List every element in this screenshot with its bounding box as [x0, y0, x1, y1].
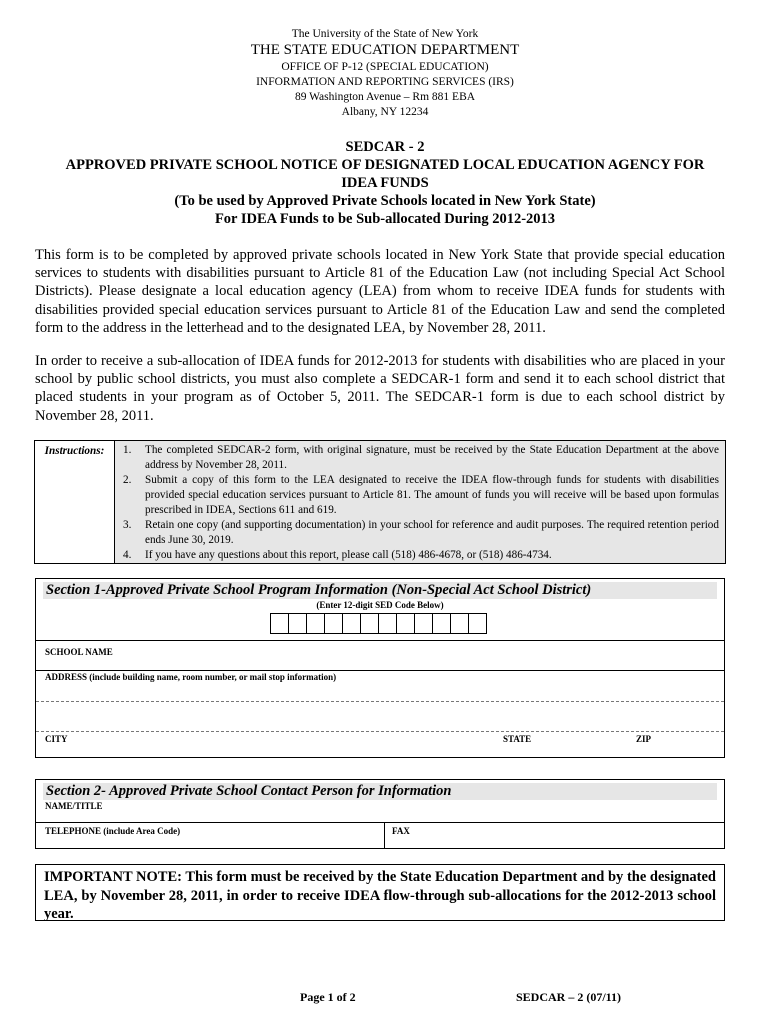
instructions-box: [34, 440, 726, 564]
city-field[interactable]: CITY: [45, 734, 68, 744]
intro-paragraph-1: This form is to be completed by approved private schools located in New York State that provide special education services to students with disabilities pursuant to Article 81 of the Education Law (not including Special Act School Districts). Please designate a local education agency (LEA) from whom to receive IDEA funds for students with disabilities provided special education services pursuant to Article 81 of the Education Law and send the completed form to the address in the letterhead and to the designated LEA, by November 28, 2011.: [35, 247, 725, 336]
instruction-item: 1. The completed SEDCAR-2 form, with original signature, must be received by the State Education Department at the above address by November 28, 2011.: [123, 444, 719, 471]
title-line-3: (To be used by Approved Private Schools located in New York State): [174, 193, 596, 209]
telephone-field[interactable]: TELEPHONE (include Area Code): [45, 826, 181, 836]
letterhead-irs: INFORMATION AND REPORTING SERVICES (IRS): [256, 76, 514, 88]
letterhead-office: OFFICE OF P-12 (SPECIAL EDUCATION): [281, 61, 489, 73]
instructions-label: Instructions:: [35, 441, 115, 563]
letterhead-university: The University of the State of New York: [291, 28, 479, 40]
instructions-list: [123, 443, 719, 563]
section-2-heading: Section 2- Approved Private School Contact Person for Information: [43, 783, 717, 800]
sed-code-digit-box[interactable]: [306, 613, 325, 634]
letterhead-address-street: 89 Washington Avenue – Rm 881 EBA: [294, 91, 476, 103]
divider: [36, 822, 724, 823]
sed-code-digit-box[interactable]: [432, 613, 451, 634]
sed-code-digit-box[interactable]: [414, 613, 433, 634]
section-2-box: [35, 779, 725, 849]
sed-code-digit-box[interactable]: [342, 613, 361, 634]
title-line-1: APPROVED PRIVATE SCHOOL NOTICE OF DESIGNATED LOCAL EDUCATION AGENCY FOR: [65, 157, 705, 173]
sed-code-digit-box[interactable]: [450, 613, 469, 634]
school-name-field[interactable]: SCHOOL NAME: [45, 647, 113, 657]
form-title: [30, 138, 740, 228]
address-field[interactable]: ADDRESS (include building name, room number, or mail stop information): [45, 672, 337, 682]
dashed-divider: [36, 731, 724, 732]
letterhead-department: THE STATE EDUCATION DEPARTMENT: [250, 42, 520, 58]
letterhead-address-city: Albany, NY 12234: [341, 106, 429, 118]
sed-code-digit-box[interactable]: [468, 613, 487, 634]
sed-code-digit-box[interactable]: [288, 613, 307, 634]
form-code: SEDCAR - 2: [345, 139, 425, 155]
divider: [36, 670, 724, 671]
sed-code-digit-box[interactable]: [324, 613, 343, 634]
instruction-item: 2. Submit a copy of this form to the LEA designated to receive the IDEA flow-through funds for students with disabilities provided special education services pursuant to Article 81. The amount of funds you will receive will be based upon formulas prescribed in IDEA, Sections 611 and 619.: [123, 474, 719, 516]
intro-paragraph-2: In order to receive a sub-allocation of IDEA funds for 2012-2013 for students with disabilities who are placed in your school by public school districts, you must also complete a SEDCAR-1 form and send it to each school district that placed students in your program as of October 5, 2011. The SEDCAR-1 form is due to each school district by November 28, 2011.: [35, 353, 725, 424]
sed-code-digit-box[interactable]: [270, 613, 289, 634]
section-1-heading: Section 1-Approved Private School Program Information (Non-Special Act School District): [43, 582, 717, 599]
sed-code-digit-box[interactable]: [396, 613, 415, 634]
letterhead-office-block: [0, 60, 770, 120]
sed-code-input[interactable]: [271, 613, 487, 633]
divider: [384, 822, 385, 848]
page-number: Page 1 of 2: [300, 990, 356, 1004]
form-identifier: SEDCAR – 2 (07/11): [516, 990, 622, 1004]
section-1-box: [35, 578, 725, 758]
sed-code-label: (Enter 12-digit SED Code Below): [316, 600, 444, 610]
important-note: IMPORTANT NOTE: This form must be received by the State Education Department and by the designated LEA, by November 28, 2011, in order to receive IDEA flow-through sub-allocations for the 2012-2013 school year.: [35, 864, 725, 921]
zip-field[interactable]: ZIP: [636, 734, 652, 744]
instruction-item: 3. Retain one copy (and supporting documentation) in your school for reference and audit purposes. The required retention period ends June 30, 2019.: [123, 519, 719, 546]
title-line-4: For IDEA Funds to be Sub-allocated During 2012-2013: [214, 211, 556, 227]
name-title-field[interactable]: NAME/TITLE: [45, 801, 103, 811]
instruction-item: 4. If you have any questions about this report, please call (518) 486-4678, or (518) 486-4734.: [123, 549, 552, 561]
divider: [36, 640, 724, 641]
state-field[interactable]: STATE: [503, 734, 532, 744]
sed-code-digit-box[interactable]: [378, 613, 397, 634]
dashed-divider: [36, 701, 724, 702]
fax-field[interactable]: FAX: [392, 826, 410, 836]
title-line-2: IDEA FUNDS: [341, 175, 429, 191]
sed-code-digit-box[interactable]: [360, 613, 379, 634]
